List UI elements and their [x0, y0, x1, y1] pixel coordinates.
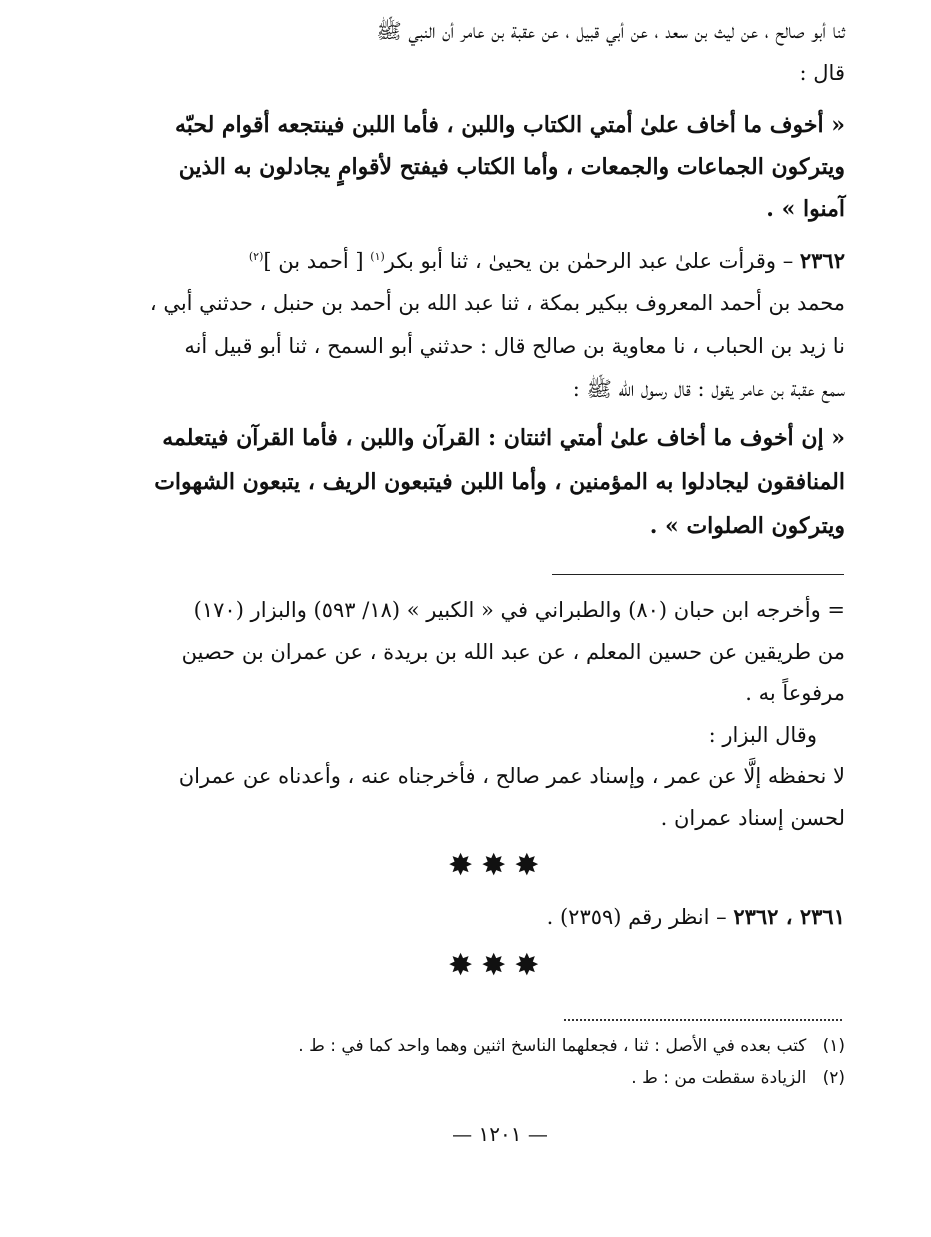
footnote — [145, 1068, 845, 1088]
entry-text: – وقرأت علىٰ عبد الرحمٰن بن يحيىٰ ، ثنا أبو بكر — [384, 249, 800, 273]
entry-number: ٢٣٦١ ، ٢٣٦٢ — [733, 904, 845, 929]
page-number: — ١٢٠١ — — [452, 1122, 548, 1146]
hadith-text: ويتركون الجماعات والجمعات ، وأما الكتاب فيفتح لأقوامٍ يجادلون به الذين — [178, 154, 845, 180]
star-separator: ✸✸✸ — [448, 848, 548, 883]
footnote-text: الزيادة سقطت من : ط . — [631, 1068, 807, 1088]
hadith-text: « أخوف ما أخاف علىٰ أمتي الكتاب واللبن ، فأما اللبن فينتجعه أقوام لحبّه — [174, 112, 845, 138]
footnote-rule — [564, 1019, 842, 1021]
text-line: محمد بن أحمد المعروف ببكير بمكة ، ثنا عبد الله بن أحمد بن حنبل ، حدثني أبي ، — [149, 291, 845, 315]
star-separator: ✸✸✸ — [448, 948, 548, 983]
hadith-text: « إن أخوف ما أخاف علىٰ أمتي اثنتان : القرآن واللبن ، فأما القرآن فيتعلمه — [162, 425, 845, 451]
commentary-line: لحسن إسناد عمران . — [660, 806, 845, 830]
entry-number: ٢٣٦٢ — [799, 248, 845, 273]
entry-text: [ أحمد بن ] — [263, 249, 371, 273]
commentary-line: من طريقين عن حسين المعلم ، عن عبد الله بن بريدة ، عن عمران بن حصين — [181, 640, 845, 664]
entry-heading-line — [145, 248, 845, 273]
cross-reference-text: – انظر رقم (٢٣٥٩) . — [546, 905, 734, 929]
footnote-ref[interactable]: (١) — [370, 250, 385, 263]
text-line: ثنا أبو صالح ، عن ليث بن سعد ، عن أبي قبيل ، عن عقبة بن عامر أن النبي ﷺ — [376, 19, 845, 43]
cross-reference — [145, 904, 845, 929]
footnote-ref[interactable]: (٢) — [248, 250, 264, 263]
footnote-text: كتب بعده في الأصل : ثنا ، فجعلهما الناسخ اثنين وهما واحد كما في : ط . — [298, 1036, 807, 1056]
footnote — [145, 1036, 845, 1056]
hadith-text: آمنوا » . — [766, 196, 845, 222]
commentary-line: لا نحفظه إلَّا عن عمر ، وإسناد عمر صالح ، فأخرجناه عنه ، وأعدناه عن عمران — [178, 764, 845, 788]
footnote-number: (٢) — [822, 1068, 845, 1088]
commentary-line: وقال البزار : — [708, 723, 817, 747]
hadith-text: المنافقون ليجادلوا به المؤمنين ، وأما اللبن فيتبعون الريف ، يتبعون الشهوات — [154, 469, 845, 495]
commentary-line: مرفوعاً به . — [745, 681, 845, 705]
text-line: قال : — [799, 61, 845, 85]
footnote-number: (١) — [822, 1036, 845, 1056]
commentary-line: = وأخرجه ابن حبان (٨٠) والطبراني في « الكبير » (١٨/ ٥٩٣) والبزار (١٧٠) — [193, 598, 845, 622]
separator-rule — [552, 574, 844, 575]
text-line: سمع عقبة بن عامر يقول : قال رسول الله ﷺ : — [572, 377, 845, 401]
hadith-text: ويتركون الصلوات » . — [649, 513, 845, 539]
text-line: نا زيد بن الحباب ، نا معاوية بن صالح قال : حدثني أبو السمح ، ثنا أبو قبيل أنه — [184, 334, 845, 358]
